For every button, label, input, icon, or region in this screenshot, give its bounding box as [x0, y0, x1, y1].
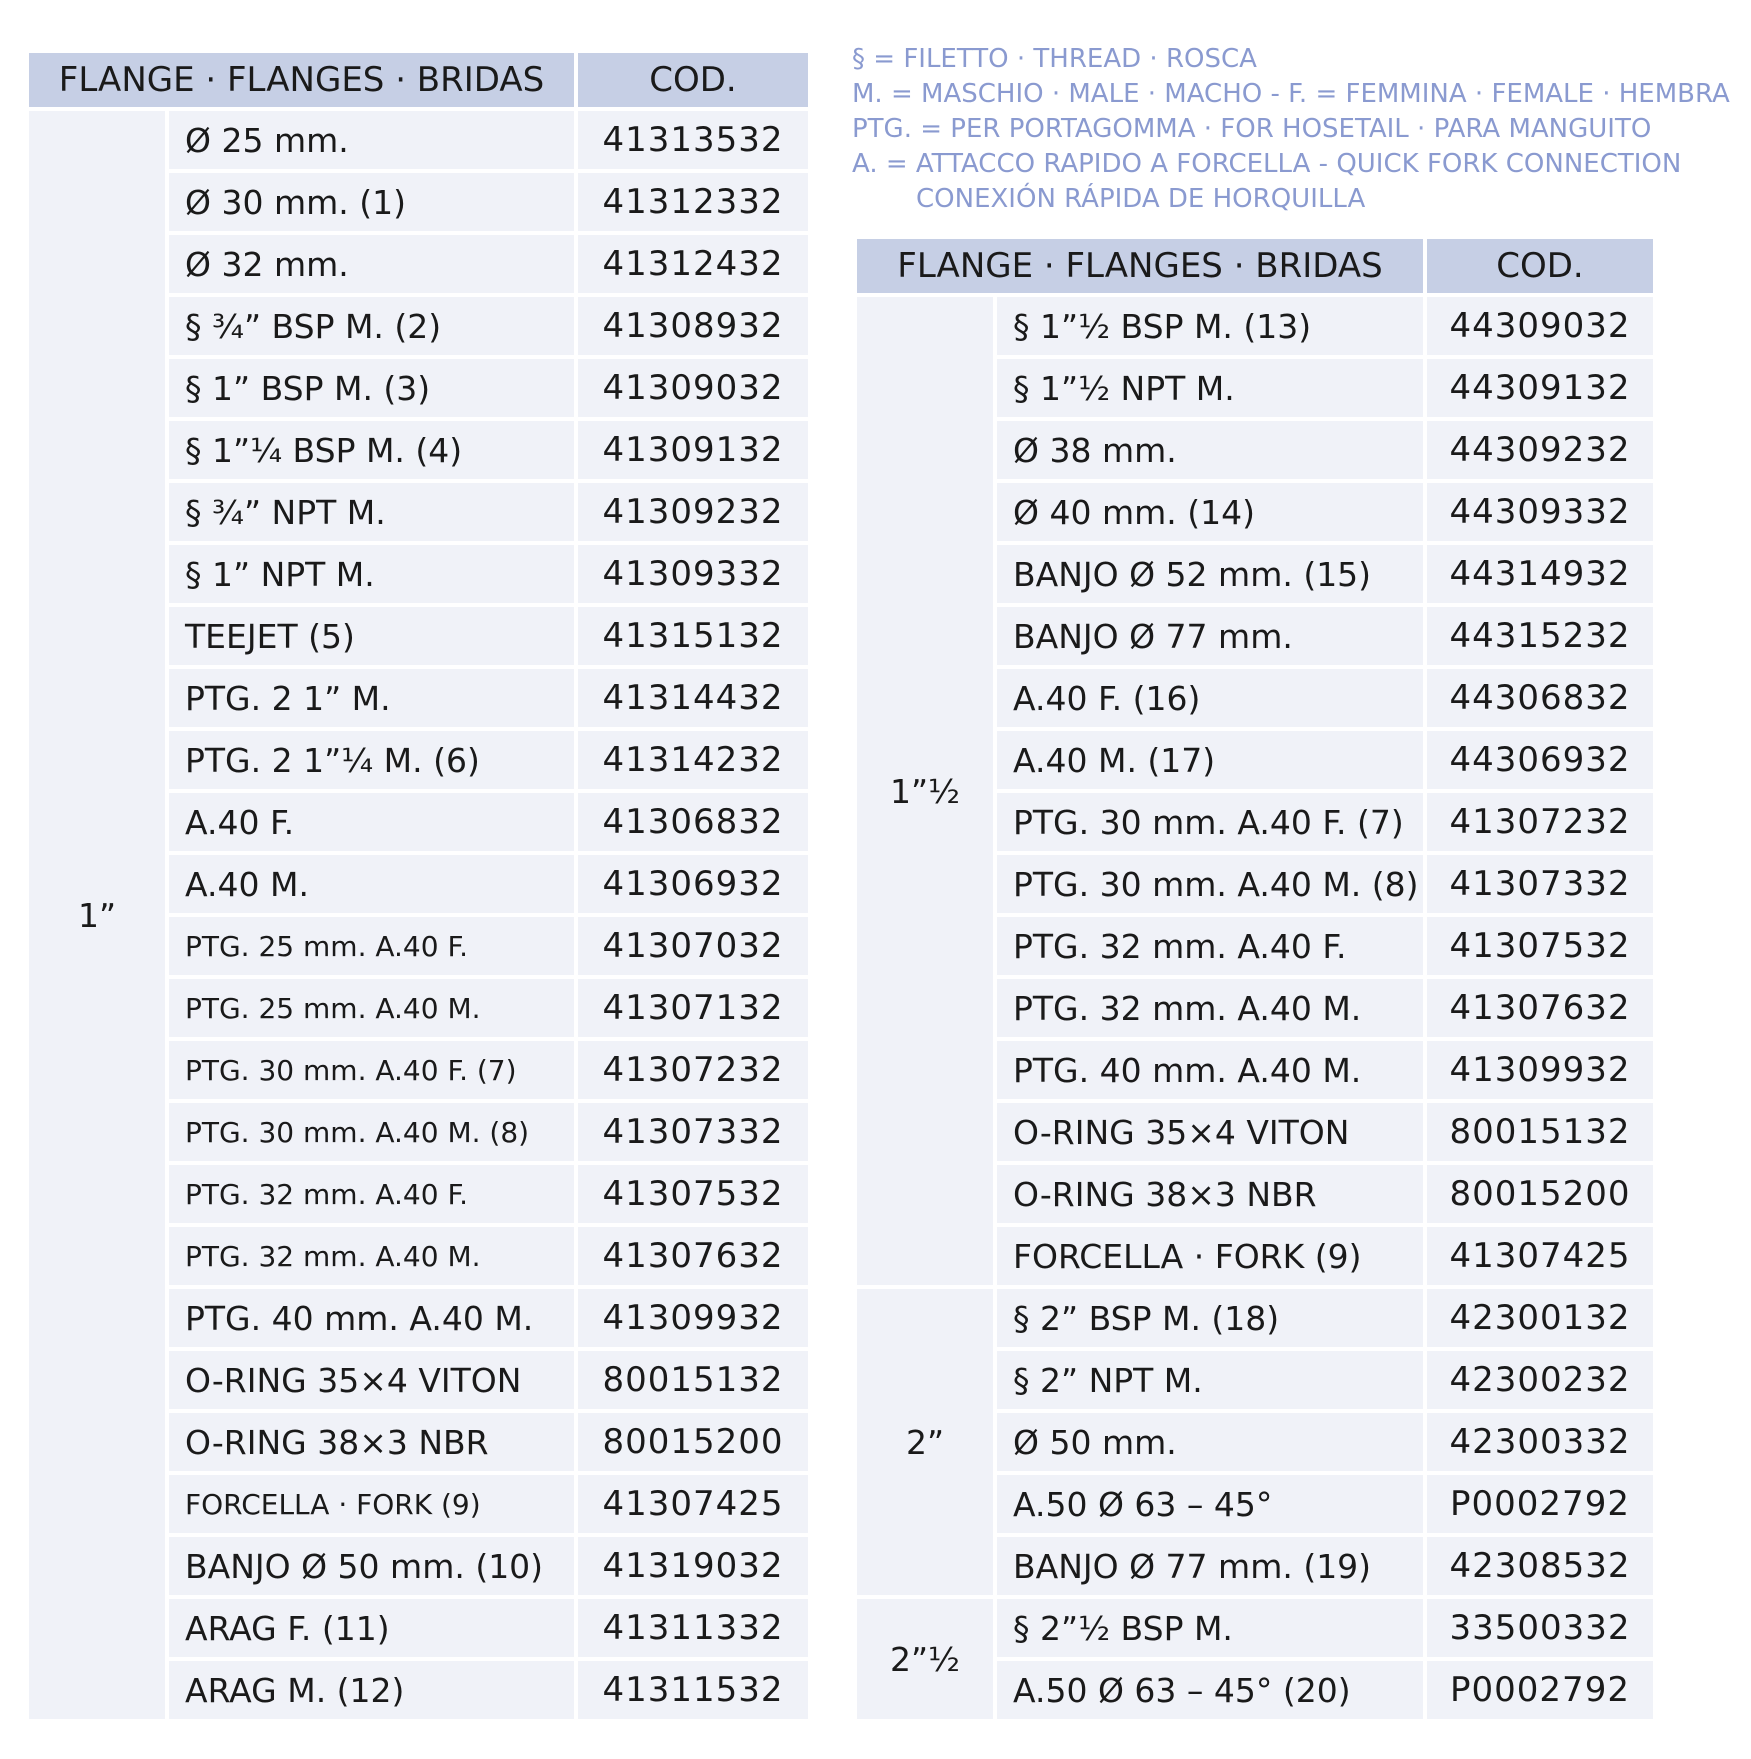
legend-line: M. = MASCHIO · MALE · MACHO - F. = FEMMINA · FEMALE · HEMBRA	[852, 79, 1730, 109]
description-cell: § 1”½ BSP M. (13)	[997, 297, 1423, 355]
flange-table-left	[25, 49, 812, 1723]
code-cell: 41309932	[1427, 1041, 1653, 1099]
code-cell: 41307132	[578, 979, 808, 1037]
flange-header: FLANGE · FLANGES · BRIDAS	[29, 53, 574, 107]
legend-line: § = FILETTO · THREAD · ROSCA	[852, 44, 1257, 74]
description-cell: PTG. 32 mm. A.40 F.	[997, 917, 1423, 975]
code-cell: 41312432	[578, 235, 808, 293]
code-cell: 44309032	[1427, 297, 1653, 355]
flange-table-right	[853, 235, 1657, 1723]
description-cell: PTG. 40 mm. A.40 M.	[997, 1041, 1423, 1099]
code-cell: 41307532	[578, 1165, 808, 1223]
description-cell: Ø 38 mm.	[997, 421, 1423, 479]
description-cell: PTG. 25 mm. A.40 F.	[169, 917, 574, 975]
description-cell: Ø 30 mm. (1)	[169, 173, 574, 231]
code-cell: 80015132	[578, 1351, 808, 1409]
code-cell: 41307332	[578, 1103, 808, 1161]
code-cell: P0002792	[1427, 1661, 1653, 1719]
description-cell: PTG. 2 1”¼ M. (6)	[169, 731, 574, 789]
description-cell: PTG. 32 mm. A.40 M.	[169, 1227, 574, 1285]
description-cell: O-RING 35×4 VITON	[169, 1351, 574, 1409]
code-cell: 41307425	[578, 1475, 808, 1533]
description-cell: § 2” NPT M.	[997, 1351, 1423, 1409]
code-cell: 41315132	[578, 607, 808, 665]
code-cell: 80015132	[1427, 1103, 1653, 1161]
code-header: COD.	[578, 53, 808, 107]
description-cell: PTG. 30 mm. A.40 M. (8)	[997, 855, 1423, 913]
code-cell: 41307532	[1427, 917, 1653, 975]
description-cell: A.40 M. (17)	[997, 731, 1423, 789]
code-header: COD.	[1427, 239, 1653, 293]
description-cell: BANJO Ø 77 mm.	[997, 607, 1423, 665]
code-cell: 42300132	[1427, 1289, 1653, 1347]
table-row	[857, 297, 1653, 355]
description-cell: PTG. 32 mm. A.40 M.	[997, 979, 1423, 1037]
flange-header: FLANGE · FLANGES · BRIDAS	[857, 239, 1423, 293]
description-cell: FORCELLA · FORK (9)	[997, 1227, 1423, 1285]
size-cell: 2”½	[857, 1599, 993, 1719]
table-header-row	[857, 239, 1653, 293]
code-cell: 41308932	[578, 297, 808, 355]
description-cell: Ø 40 mm. (14)	[997, 483, 1423, 541]
description-cell: § ¾” BSP M. (2)	[169, 297, 574, 355]
description-cell: § 2”½ BSP M.	[997, 1599, 1423, 1657]
size-cell: 1”½	[857, 297, 993, 1285]
code-cell: 41314432	[578, 669, 808, 727]
description-cell: § 1”¼ BSP M. (4)	[169, 421, 574, 479]
code-cell: 41311332	[578, 1599, 808, 1657]
code-cell: 41307232	[1427, 793, 1653, 851]
description-cell: A.50 Ø 63 – 45° (20)	[997, 1661, 1423, 1719]
size-cell: 2”	[857, 1289, 993, 1595]
code-cell: 44315232	[1427, 607, 1653, 665]
description-cell: ARAG F. (11)	[169, 1599, 574, 1657]
code-cell: 44314932	[1427, 545, 1653, 603]
description-cell: § ¾” NPT M.	[169, 483, 574, 541]
description-cell: O-RING 38×3 NBR	[169, 1413, 574, 1471]
legend-line: PTG. = PER PORTAGOMMA · FOR HOSETAIL · PARA MANGUITO	[852, 114, 1652, 144]
description-cell: Ø 32 mm.	[169, 235, 574, 293]
legend-line: A. = ATTACCO RAPIDO A FORCELLA - QUICK FORK CONNECTION	[852, 149, 1682, 179]
description-cell: PTG. 25 mm. A.40 M.	[169, 979, 574, 1037]
description-cell: A.40 M.	[169, 855, 574, 913]
code-cell: 41309132	[578, 421, 808, 479]
code-cell: 41309232	[578, 483, 808, 541]
code-cell: 41307032	[578, 917, 808, 975]
table-row	[857, 1289, 1653, 1347]
description-cell: § 2” BSP M. (18)	[997, 1289, 1423, 1347]
table-row	[29, 111, 808, 169]
code-cell: 41307232	[578, 1041, 808, 1099]
code-cell: 41306932	[578, 855, 808, 913]
description-cell: PTG. 2 1” M.	[169, 669, 574, 727]
code-cell: 44309232	[1427, 421, 1653, 479]
code-cell: 44309332	[1427, 483, 1653, 541]
code-cell: 41311532	[578, 1661, 808, 1719]
code-cell: 80015200	[1427, 1165, 1653, 1223]
code-cell: 41319032	[578, 1537, 808, 1595]
description-cell: O-RING 38×3 NBR	[997, 1165, 1423, 1223]
description-cell: FORCELLA · FORK (9)	[169, 1475, 574, 1533]
code-cell: 41314232	[578, 731, 808, 789]
table-header-row	[29, 53, 808, 107]
code-cell: P0002792	[1427, 1475, 1653, 1533]
code-cell: 41307332	[1427, 855, 1653, 913]
code-cell: 33500332	[1427, 1599, 1653, 1657]
code-cell: 42300332	[1427, 1413, 1653, 1471]
code-cell: 44306932	[1427, 731, 1653, 789]
code-cell: 42300232	[1427, 1351, 1653, 1409]
description-cell: PTG. 30 mm. A.40 F. (7)	[997, 793, 1423, 851]
code-cell: 41309032	[578, 359, 808, 417]
code-cell: 80015200	[578, 1413, 808, 1471]
description-cell: O-RING 35×4 VITON	[997, 1103, 1423, 1161]
description-cell: PTG. 30 mm. A.40 F. (7)	[169, 1041, 574, 1099]
abbreviation-legend	[852, 42, 1730, 217]
description-cell: BANJO Ø 52 mm. (15)	[997, 545, 1423, 603]
code-cell: 41307425	[1427, 1227, 1653, 1285]
code-cell: 41307632	[1427, 979, 1653, 1037]
description-cell: A.50 Ø 63 – 45°	[997, 1475, 1423, 1533]
code-cell: 44309132	[1427, 359, 1653, 417]
table-row	[857, 1599, 1653, 1657]
description-cell: PTG. 30 mm. A.40 M. (8)	[169, 1103, 574, 1161]
description-cell: § 1” NPT M.	[169, 545, 574, 603]
description-cell: TEEJET (5)	[169, 607, 574, 665]
code-cell: 41309932	[578, 1289, 808, 1347]
description-cell: A.40 F. (16)	[997, 669, 1423, 727]
code-cell: 41307632	[578, 1227, 808, 1285]
size-cell: 1”	[29, 111, 165, 1719]
description-cell: PTG. 40 mm. A.40 M.	[169, 1289, 574, 1347]
description-cell: ARAG M. (12)	[169, 1661, 574, 1719]
legend-line: CONEXIÓN RÁPIDA DE HORQUILLA	[916, 184, 1366, 214]
code-cell: 41313532	[578, 111, 808, 169]
description-cell: Ø 50 mm.	[997, 1413, 1423, 1471]
description-cell: BANJO Ø 77 mm. (19)	[997, 1537, 1423, 1595]
description-cell: § 1”½ NPT M.	[997, 359, 1423, 417]
code-cell: 41306832	[578, 793, 808, 851]
code-cell: 42308532	[1427, 1537, 1653, 1595]
description-cell: § 1” BSP M. (3)	[169, 359, 574, 417]
description-cell: BANJO Ø 50 mm. (10)	[169, 1537, 574, 1595]
code-cell: 44306832	[1427, 669, 1653, 727]
description-cell: Ø 25 mm.	[169, 111, 574, 169]
code-cell: 41309332	[578, 545, 808, 603]
code-cell: 41312332	[578, 173, 808, 231]
description-cell: PTG. 32 mm. A.40 F.	[169, 1165, 574, 1223]
description-cell: A.40 F.	[169, 793, 574, 851]
